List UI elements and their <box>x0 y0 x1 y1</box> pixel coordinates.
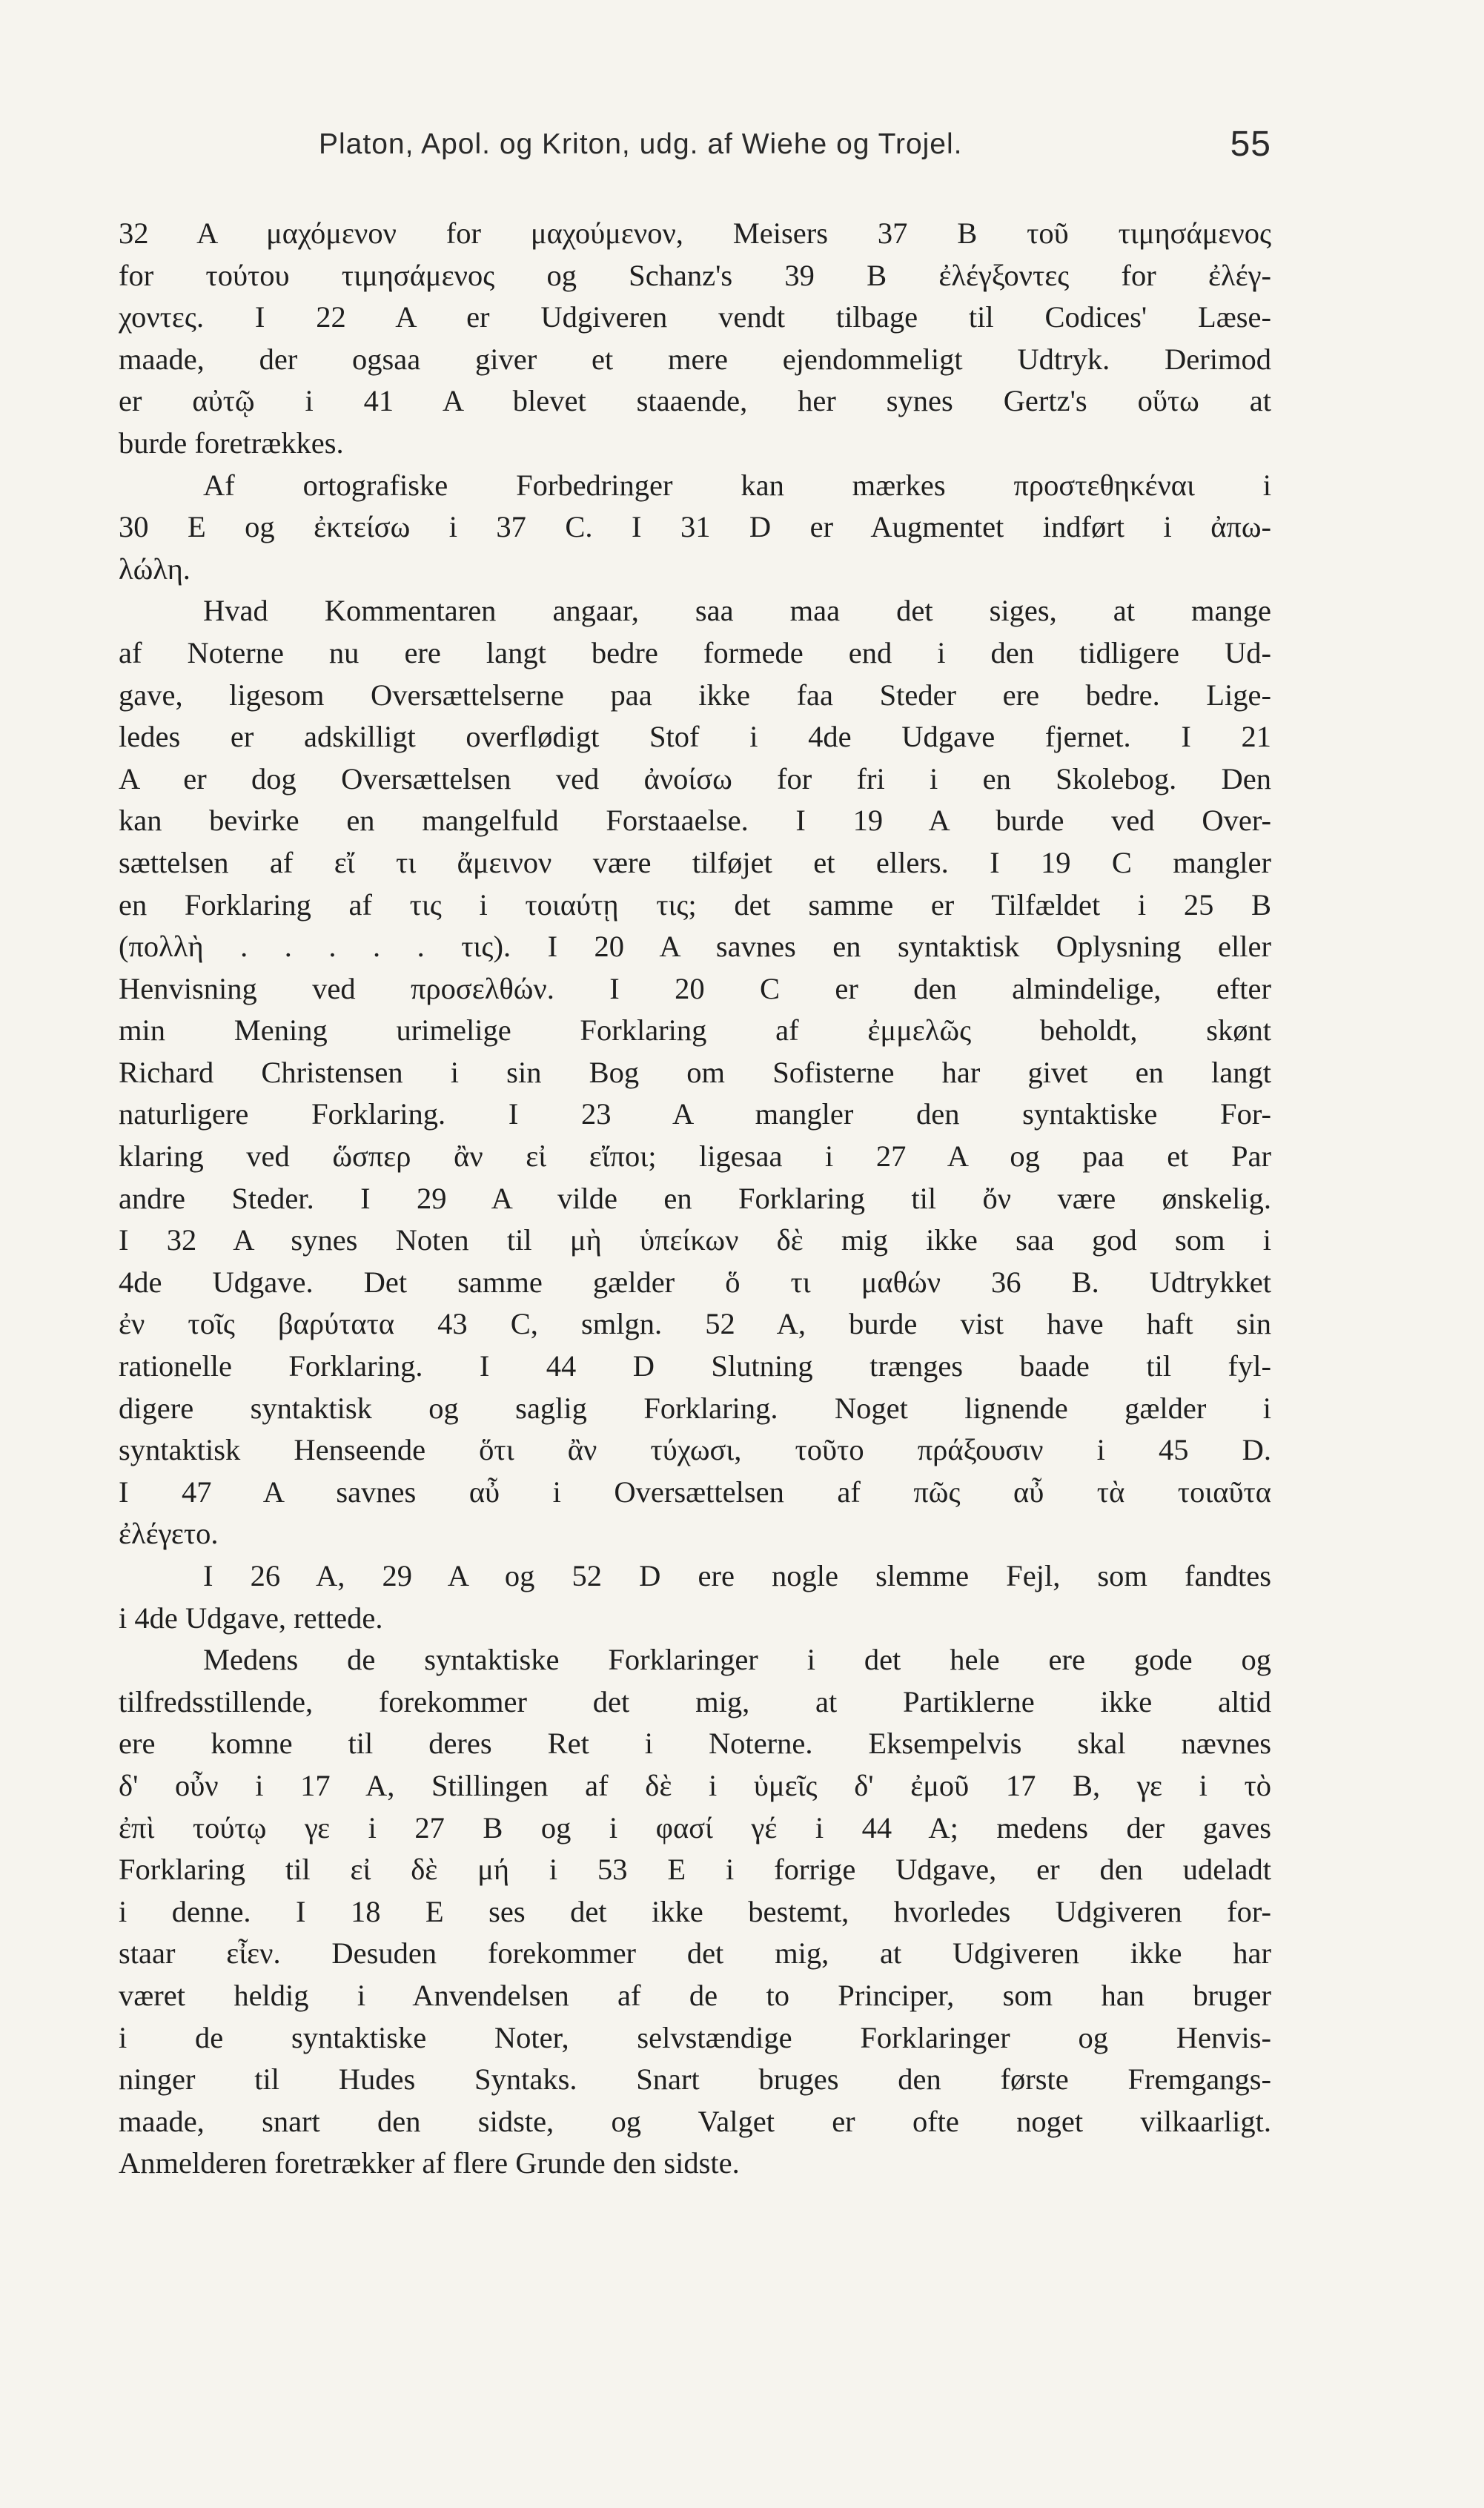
running-title: Platon, Apol. og Kriton, udg. af Wiehe og Trojel. <box>319 128 963 160</box>
text-line: andre Steder. I 29 A vilde en Forklaring til ὄν være ønskelig. <box>119 1181 1271 1215</box>
text-line: burde foretrækkes. <box>119 426 344 460</box>
text-line: sættelsen af εἴ τι ἄμεινον være tilføjet et ellers. I 19 C mangler <box>119 845 1271 879</box>
text-line: ἐν τοῖς βαρύτατα 43 C, smlgn. 52 A, burde vist have haft sin <box>119 1307 1271 1341</box>
text-line: λώλη. <box>119 552 191 586</box>
text-line: digere syntaktisk og saglig Forklaring. Noget lignende gælder i <box>119 1391 1271 1425</box>
text-line: ἐπὶ τούτῳ γε i 27 B og i φασί γέ i 44 A; medens der gaves <box>119 1810 1271 1844</box>
text-line: (πολλὴ . . . . . τις). I 20 A savnes en syntaktisk Oplysning eller <box>119 930 1271 964</box>
text-line: δ' οὖν i 17 A, Stillingen af δὲ i ὑμεῖς δ' ἐμοῦ 17 B, γε i τὸ <box>119 1768 1271 1802</box>
text-line: ledes er adskilligt overflødigt Stof i 4de Udgave fjernet. I 21 <box>119 720 1271 754</box>
text-line: I 32 A synes Noten til μὴ ὑπείκων δὲ mig ikke saa god som i <box>119 1223 1271 1257</box>
text-line: maade, snart den sidste, og Valget er ofte noget vilkaarligt. <box>119 2104 1271 2138</box>
text-line: 4de Udgave. Det samme gælder ὅ τι μαθών 36 B. Udtrykket <box>119 1265 1271 1299</box>
text-line: rationelle Forklaring. I 44 D Slutning trænges baade til fyl- <box>119 1349 1271 1383</box>
text-line: ἐλέγετο. <box>119 1517 219 1551</box>
text-line: tilfredsstillende, forekommer det mig, at Partiklerne ikke altid <box>119 1684 1271 1718</box>
text-line: ere komne til deres Ret i Noterne. Eksempelvis skal nævnes <box>119 1727 1271 1761</box>
text-line: Henvisning ved προσελθών. I 20 C er den almindelige, efter <box>119 971 1271 1005</box>
text-line: i 4de Udgave, rettede. <box>119 1601 383 1635</box>
paragraph-first-line: Medens de syntaktiske Forklaringer i det hele ere gode og <box>203 1643 1271 1677</box>
body-text <box>119 213 1271 2185</box>
text-line: kan bevirke en mangelfuld Forstaaelse. I 19 A burde ved Over- <box>119 804 1271 838</box>
text-line: 30 E og ἐκτείσω i 37 C. I 31 D er Augmentet indført i ἀπω- <box>119 510 1271 544</box>
page <box>119 122 1271 2185</box>
text-line: klaring ved ὥσπερ ἂν εἰ εἴποι; ligesaa i 27 A og paa et Par <box>119 1139 1271 1174</box>
text-line: er αὐτῷ i 41 A blevet staaende, her synes Gertz's οὕτω at <box>119 384 1271 418</box>
text-line: naturligere Forklaring. I 23 A mangler den syntaktiske For- <box>119 1097 1271 1131</box>
running-header <box>119 122 1271 174</box>
text-line: i denne. I 18 E ses det ikke bestemt, hvorledes Udgiveren for- <box>119 1894 1271 1928</box>
text-line: I 47 A savnes αὖ i Oversættelsen af πῶς αὖ τὰ τοιαῦτα <box>119 1475 1271 1509</box>
text-line: min Mening urimelige Forklaring af ἐμμελῶς beholdt, skønt <box>119 1013 1271 1048</box>
paragraph-first-line: Af ortografiske Forbedringer kan mærkes προστεθηκέναι i <box>203 468 1271 502</box>
paragraph-first-line: I 26 A, 29 A og 52 D ere nogle slemme Fejl, som fandtes <box>203 1559 1271 1592</box>
text-line: ninger til Hudes Syntaks. Snart bruges den første Fremgangs- <box>119 2062 1271 2097</box>
text-line: 32 A μαχόμενον for μαχούμενον, Meisers 37 B τοῦ τιμησάμενος <box>119 216 1271 250</box>
text-line: Forklaring til εἰ δὲ μή i 53 E i forrige Udgave, er den udeladt <box>119 1853 1271 1887</box>
text-line: været heldig i Anvendelsen af de to Principer, som han bruger <box>119 1978 1271 2012</box>
page-number: 55 <box>1230 125 1271 164</box>
text-line: Richard Christensen i sin Bog om Sofisterne har givet en langt <box>119 1055 1271 1089</box>
text-line: for τούτου τιμησάμενος og Schanz's 39 B ἐλέγξοντες for ἐλέγ- <box>119 258 1271 292</box>
text-line: maade, der ogsaa giver et mere ejendommeligt Udtryk. Derimod <box>119 342 1271 376</box>
text-line: Anmelderen foretrækker af flere Grunde den sidste. <box>119 2146 740 2180</box>
text-line: staar εἶεν. Desuden forekommer det mig, at Udgiveren ikke har <box>119 1936 1271 1971</box>
text-line: af Noterne nu ere langt bedre formede end i den tidligere Ud- <box>119 635 1271 669</box>
text-line: χοντες. I 22 A er Udgiveren vendt tilbage til Codices' Læse- <box>119 300 1271 334</box>
text-line: A er dog Oversættelsen ved ἀνοίσω for fri i en Skolebog. Den <box>119 761 1271 795</box>
paragraph-first-line: Hvad Kommentaren angaar, saa maa det siges, at mange <box>203 594 1271 628</box>
text-line: syntaktisk Henseende ὅτι ἂν τύχωσι, τοῦτο πράξουσιν i 45 D. <box>119 1433 1271 1467</box>
text-line: i de syntaktiske Noter, selvstændige Forklaringer og Henvis- <box>119 2020 1271 2054</box>
text-line: gave, ligesom Oversættelserne paa ikke faa Steder ere bedre. Lige- <box>119 678 1271 712</box>
text-line: en Forklaring af τις i τοιαύτῃ τις; det samme er Tilfældet i 25 B <box>119 887 1271 922</box>
